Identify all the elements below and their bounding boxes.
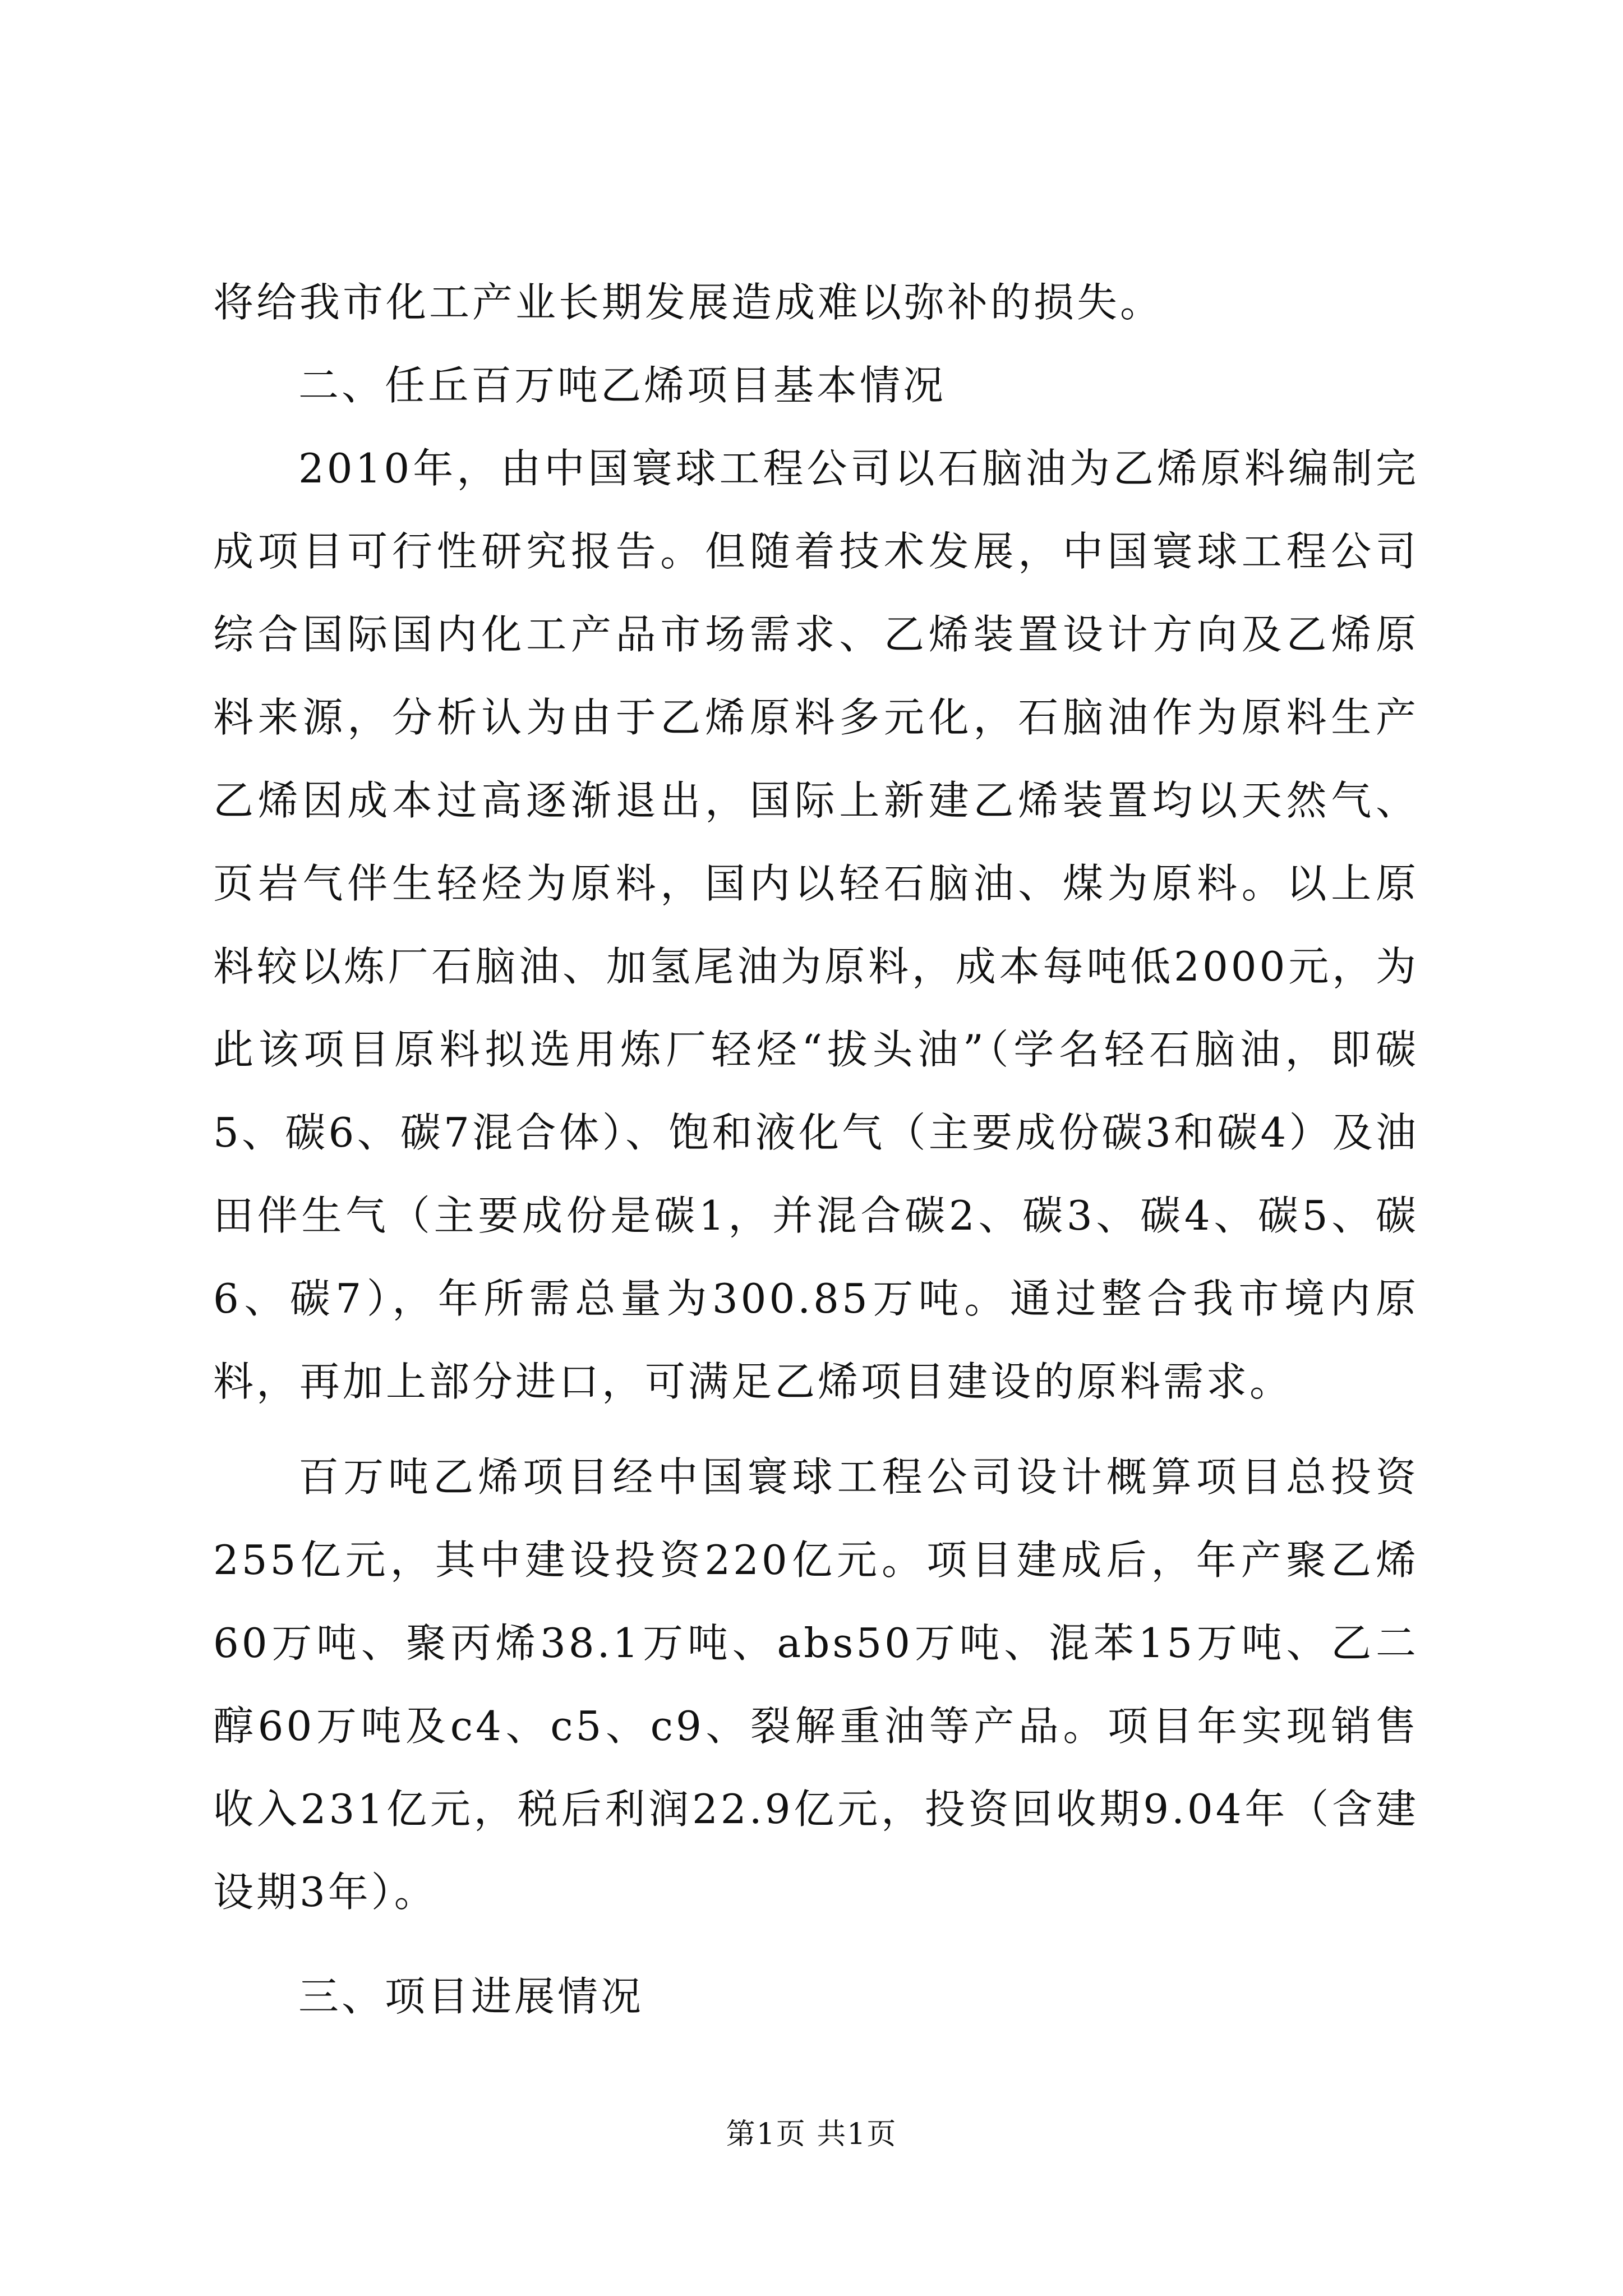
page-footer: 第1页 共1页: [726, 2118, 897, 2151]
paragraph-project-feedstock: 2010年，由中国寰球工程公司以石脑油为乙烯原料编制完成项目可行性研究报告。但随着技术发展，中国寰球工程公司综合国际国内化工产品市场需求、乙烯装置设计方向及乙烯原料来源，分析认为由于乙烯原料多元化，石脑油作为原料生产乙烯因成本过高逐渐退出，国际上新建乙烯装置均以天然气、页岩气伴生轻烃为原料，国内以轻石脑油、煤为原料。以上原料较以炼厂石脑油、加氢尾油为原料，成本每吨低2000元，为此该项目原料拟选用炼厂轻烃“拔头油”（学名轻石脑油，即碳5、碳6、碳7混合体）、饱和液化气（主要成份碳3和碳4）及油田伴生气（主要成份是碳1，并混合碳2、碳3、碳4、碳5、碳6、碳7），年所需总量为300.85万吨。通过整合我市境内原料，再加上部分进口，可满足乙烯项目建设的原料需求。: [213, 445, 1419, 1405]
paragraph-project-investment: 百万吨乙烯项目经中国寰球工程公司设计概算项目总投资255亿元，其中建设投资220亿元。项目建成后，年产聚乙烯60万吨、聚丙烯38.1万吨、abs50万吨、混苯15万吨、乙二醇60万吨及c4、c5、c9、裂解重油等产品。项目年实现销售收入231亿元，税后利润22.9亿元，投资回收期9.04年（含建设期3年）。: [213, 1453, 1419, 1916]
document-body: [213, 261, 1419, 2038]
paragraph-continuation: 将给我市化工产业长期发展造成难以弥补的损失。: [213, 279, 1164, 326]
section-heading-2: 二、任丘百万吨乙烯项目基本情况: [298, 362, 947, 409]
section-heading-3: 三、项目进展情况: [298, 1973, 644, 2020]
